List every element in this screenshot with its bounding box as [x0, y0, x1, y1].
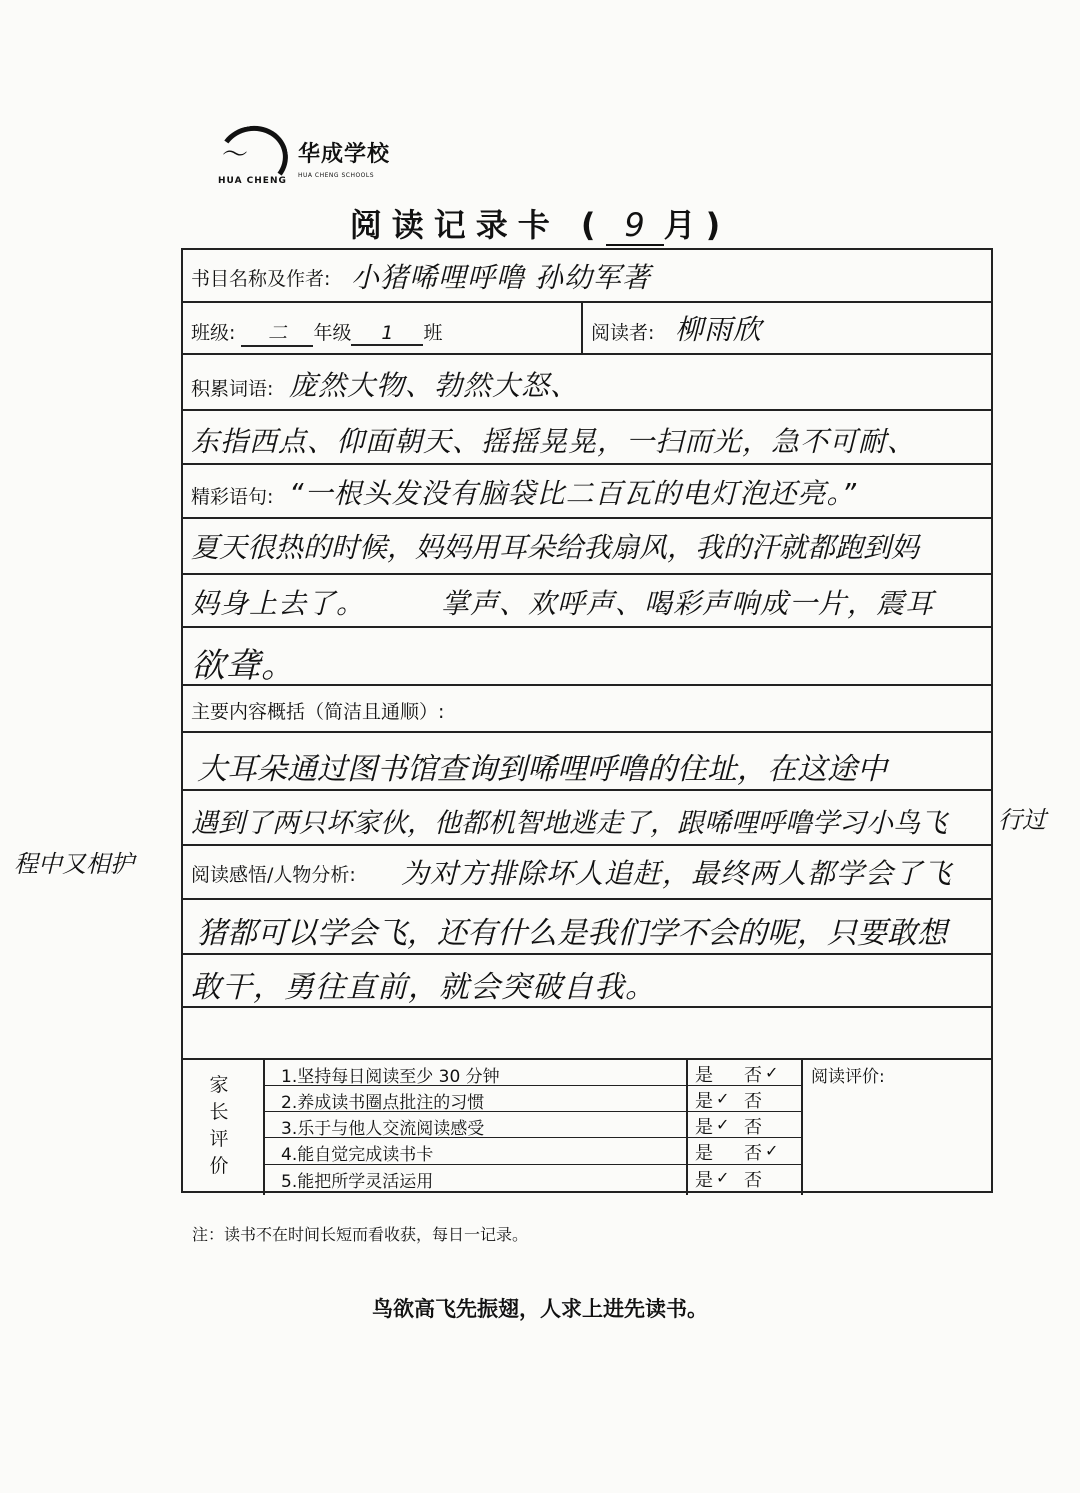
class-value: 1	[351, 322, 423, 346]
sentences-line-1: “一根头发没有脑袋比二百瓦的电灯泡还亮。”	[289, 477, 858, 510]
reader-label: 阅读者:	[591, 322, 655, 344]
yes-option[interactable]: 是	[695, 1091, 713, 1112]
words-line-1: 庞然大物、勃然大怒、	[289, 369, 580, 402]
book-label: 书目名称及作者:	[191, 268, 331, 290]
title-prefix: 阅读记录卡 (	[349, 206, 606, 244]
grade-label: 年级	[313, 322, 352, 344]
reading-record-card	[181, 248, 993, 1193]
yes-option[interactable]: 是	[695, 1117, 713, 1138]
parent-eval-item: 3.乐于与他人交流阅读感受	[281, 1119, 485, 1139]
yes-option[interactable]: 是	[695, 1065, 713, 1086]
grade-value: 二	[241, 318, 313, 347]
parent-eval-item: 5.能把所学灵活运用	[281, 1172, 434, 1192]
title-suffix: 月)	[663, 206, 731, 244]
sentences-line-4: 欲聋。	[191, 646, 296, 686]
school-name: 华成学校	[298, 142, 391, 167]
sentences-label: 精彩语句:	[191, 486, 274, 508]
parent-eval-item: 4.能自觉完成读书卡	[281, 1145, 434, 1165]
logo-emblem-text: HUA CHENG	[218, 176, 287, 186]
reading-eval-label: 阅读评价:	[811, 1067, 885, 1087]
parent-eval-item: 2.养成读书圈点批注的习惯	[281, 1093, 485, 1113]
words-label: 积累词语:	[191, 378, 274, 400]
summary-line-1: 大耳朵通过图书馆查询到唏哩呼噜的住址，在这途中	[197, 752, 887, 787]
summary-label: 主要内容概括（简洁且通顺）:	[191, 701, 445, 723]
logo-bird-icon: 〜	[222, 140, 249, 170]
check-mark-icon: ✓	[716, 1168, 730, 1187]
sentences-line-2: 夏天很热的时候，妈妈用耳朵给我扇风，我的汗就都跑到妈	[191, 531, 920, 564]
check-mark-icon: ✓	[765, 1063, 779, 1082]
month-field: 9	[606, 206, 664, 246]
motto: 鸟欲高飞先振翅，人求上进先读书。	[372, 1297, 708, 1321]
book-value: 小猪唏哩呼噜 孙幼军著	[351, 261, 651, 294]
summary-line-2: 遇到了两只坏家伙，他都机智地逃走了，跟唏哩呼噜学习小鸟飞	[191, 808, 947, 839]
reader-value: 柳雨欣	[675, 313, 763, 346]
no-option[interactable]: 否	[744, 1065, 762, 1086]
yes-option[interactable]: 是	[695, 1170, 713, 1191]
words-line-2: 东指西点、仰面朝天、摇摇晃晃，一扫而光，急不可耐、	[191, 425, 917, 458]
no-option[interactable]: 否	[744, 1170, 762, 1191]
check-mark-icon: ✓	[765, 1141, 779, 1160]
no-option[interactable]: 否	[744, 1117, 762, 1138]
yes-option[interactable]: 是	[695, 1143, 713, 1164]
no-option[interactable]: 否	[744, 1143, 762, 1164]
parent-eval-label: 家长评价	[209, 1074, 229, 1177]
class-row	[191, 318, 442, 347]
check-mark-icon: ✓	[716, 1115, 730, 1134]
reflection-line-1: 为对方排除坏人追赶，最终两人都学会了飞	[401, 857, 953, 890]
reflection-line-2: 猪都可以学会飞，还有什么是我们学不会的呢，只要敢想	[197, 916, 947, 951]
page-title	[0, 200, 1080, 246]
sentences-line-3: 妈身上去了。	[191, 587, 366, 620]
check-mark-icon: ✓	[716, 1089, 730, 1108]
class-suffix: 班	[423, 322, 443, 344]
school-name-en: HUA CHENG SCHOOLS	[298, 172, 375, 179]
margin-note-left: 程中又相护	[14, 850, 134, 878]
margin-note-right: 行过	[998, 806, 1046, 834]
parent-eval-item: 1.坚持每日阅读至少 30 分钟	[281, 1067, 500, 1087]
class-label: 班级:	[191, 322, 236, 344]
footnote: 注：读书不在时间长短而看收获，每日一记录。	[192, 1225, 529, 1244]
reflection-label: 阅读感悟/人物分析:	[191, 864, 356, 886]
no-option[interactable]: 否	[744, 1091, 762, 1112]
reflection-line-3: 敢干，勇往直前，就会突破自我。	[191, 970, 656, 1005]
sentences-line-3b: 掌声、欢呼声、喝彩声响成一片，震耳	[441, 587, 935, 620]
